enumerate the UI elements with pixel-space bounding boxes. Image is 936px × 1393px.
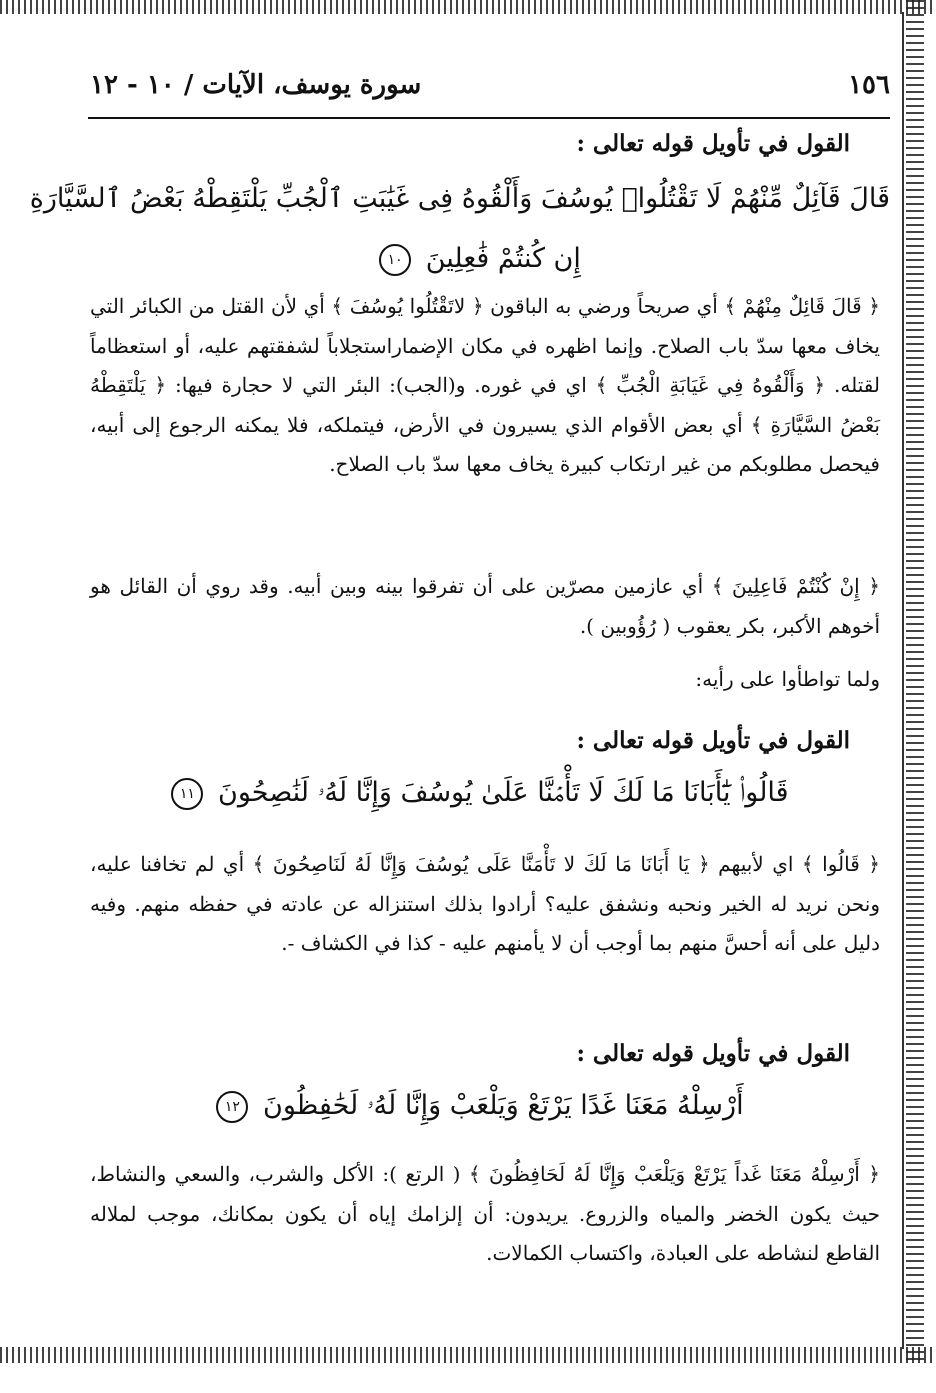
verse-line-with-number — [70, 777, 890, 810]
verse-number: ١٠ — [379, 244, 411, 276]
header-rule — [88, 117, 890, 119]
commentary-paragraph: ﴿ قَالُوا ﴾ اي لأبيهم ﴿ يَا أَبَانَا مَا لَكَ لا تَأْمَنَّا عَلَى يُوسُفَ وَإِنَّا لَهُ لَنَاصِحُونَ ﴾ أي لم تخافنا عليه، ونحن نريد له الخير ونحبه ونشفق عليه؟ أرادوا بذلك استنزاله عن عادته في حفظه منهم. وفيه دليل على أنه أحسَّ منهم بما أوجب أن لا يأمنهم عليه - كذا في الكشاف -. — [90, 852, 880, 955]
section-heading: القول في تأويل قوله تعالى : — [576, 1040, 850, 1067]
verse-line-with-number — [70, 1090, 890, 1123]
verse-number: ١١ — [171, 778, 203, 810]
running-title: سورة يوسف، الآيات / ١٠ - ١٢ — [90, 70, 422, 100]
verse-text: قَالُوا۟ يَٰٓأَبَانَا مَا لَكَ لَا تَأْمَ۬نَّا عَلَىٰ يُوسُفَ وَإِنَّا لَهُۥ لَنَٰصِحُونَ — [218, 777, 789, 808]
commentary-paragraph: ﴿ قَالَ قَائِلٌ مِنْهُمْ ﴾ أي صريحاً ورضي به الباقون ﴿ لاتَقْتُلُوا يُوسُفَ ﴾ أي لأن القتل من الكبائر التي يخاف معها سدّ باب الصلاح. وإنما اظهره في مكان الإضماراستجلاباً لشفقتهم عليه، أو استعظاماً لقتله. ﴿ وَأَلْقُوهُ فِي غَيَابَةِ الْجُبِّ ﴾ اي في غوره. و(الجب): البئر التي لا حجارة فيها: ﴿ يَلْتَقِطْهُ بَعْضُ السَّيَّارَةِ ﴾ أي بعض الأقوام الذي يسيرون في الأرض، فيتملكه، فلا يمكنه الرجوع إلى أبيه، فيحصل مطلوبكم من غير ارتكاب كبيرة يخاف معها سدّ باب الصلاح. — [90, 294, 880, 476]
verse-number: ١٢ — [216, 1091, 248, 1123]
section-heading: القول في تأويل قوله تعالى : — [576, 130, 850, 157]
verse-text: إِن كُنتُمْ فَٰعِلِينَ — [425, 243, 581, 274]
section-heading: القول في تأويل قوله تعالى : — [576, 727, 850, 754]
verse-line-with-number — [70, 243, 890, 276]
page-number: ١٥٦ — [848, 70, 890, 100]
commentary-paragraph: ﴿ إِنْ كُنْتُمْ فَاعِلِينَ ﴾ أي عازمين مصرّين على أن تفرقوا بينه وبين أبيه. وقد روي أن القائل هو أخوهم الأكبر، بكر يعقوب ( رُؤُوبين ). — [90, 574, 880, 638]
right-ornamental-border — [906, 0, 924, 1363]
right-border-rule — [902, 12, 904, 1349]
bottom-ornamental-border — [0, 1347, 936, 1363]
verse-text: أَرْسِلْهُ مَعَنَا غَدًا يَرْتَعْ وَيَلْعَبْ وَإِنَّا لَهُۥ لَحَٰفِظُونَ — [262, 1090, 744, 1121]
page-body — [29, 55, 890, 1345]
top-ornamental-border — [0, 0, 936, 14]
page-header — [90, 65, 890, 105]
commentary-paragraph: ولما تواطأوا على رأيه: — [695, 667, 880, 691]
verse-line: قَالَ قَآئِلٌ مِّنْهُمْ لَا تَقْتُلُوا۟ يُوسُفَ وَأَلْقُوهُ فِى غَيَٰبَتِ ٱلْجُبِّ يَلْتَقِطْهُ بَعْضُ ٱلسَّيَّارَةِ — [29, 183, 890, 214]
commentary-paragraph: ﴿ أَرْسِلْهُ مَعَنَا غَداً يَرْتَعْ وَيَلْعَبْ وَإِنَّا لَهُ لَحَافِظُونَ ﴾ ( الرتع ): الأكل والشرب، والسعي والنشاط، حيث يكون الخضر والمياه والزروع. يريدون: أن إلزامك إياه أن يكون بمكانك، موجب لملاله القاطع لنشاطه على العبادة، واكتساب الكمالات. — [90, 1162, 881, 1265]
